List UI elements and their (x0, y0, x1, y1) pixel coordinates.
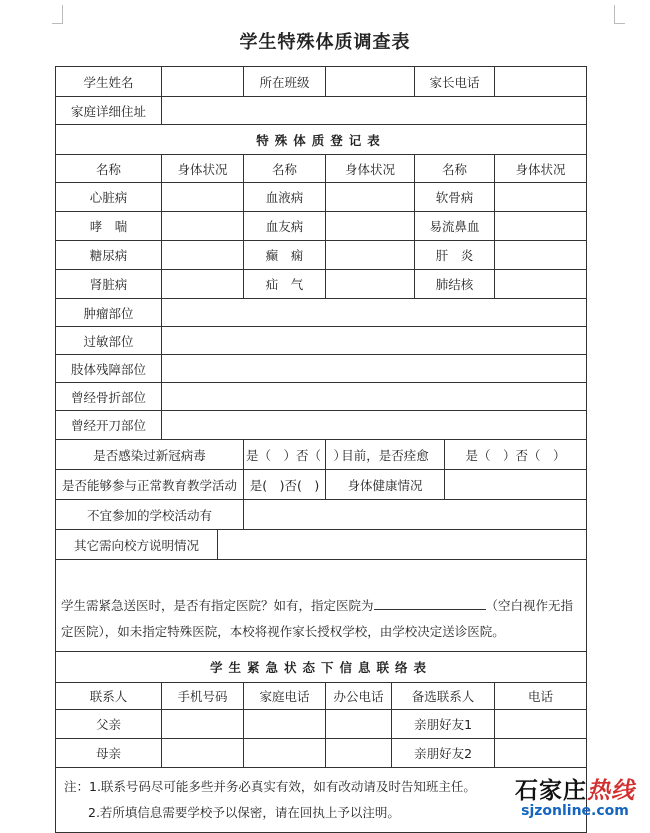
condition-label: 血液病 (244, 183, 326, 212)
watermark (500, 772, 650, 819)
parent-phone-field[interactable] (495, 67, 587, 97)
survey-form-table (55, 66, 587, 833)
activity-answer[interactable]: 是( )否( ) (244, 470, 326, 500)
header-office-phone: 办公电话 (326, 683, 392, 710)
office-phone-field[interactable] (326, 739, 392, 768)
cured-answer[interactable]: 是（ ）否（ ） (445, 440, 587, 470)
condition-field[interactable] (162, 270, 244, 299)
class-field[interactable] (326, 67, 415, 97)
crop-mark-left (52, 5, 63, 24)
col-status: 身体状况 (326, 155, 415, 183)
watermark-brand: 石家庄热线 (515, 778, 635, 804)
parent-phone-label: 家长电话 (415, 67, 495, 97)
surgery-label: 曾经开刀部位 (56, 411, 162, 440)
condition-label: 易流鼻血 (415, 212, 495, 241)
header-alt-contact: 备选联系人 (392, 683, 495, 710)
other-field[interactable] (218, 530, 587, 560)
condition-field[interactable] (162, 212, 244, 241)
address-label: 家庭详细住址 (56, 97, 162, 125)
address-field[interactable] (162, 97, 587, 125)
alt-contact-1: 亲朋好友1 (392, 710, 495, 739)
fracture-label: 曾经骨折部位 (56, 383, 162, 411)
condition-field[interactable] (495, 183, 587, 212)
health-label: 身体健康情况 (326, 470, 445, 500)
student-name-label: 学生姓名 (56, 67, 162, 97)
home-phone-field[interactable] (244, 739, 326, 768)
col-status: 身体状况 (495, 155, 587, 183)
condition-label: 癫 痫 (244, 241, 326, 270)
condition-field[interactable] (326, 270, 415, 299)
emergency-heading: 学生紧急状态下信息联络表 (56, 652, 587, 683)
condition-field[interactable] (326, 241, 415, 270)
surgery-field[interactable] (162, 411, 587, 440)
condition-label: 糖尿病 (56, 241, 162, 270)
allergy-label: 过敏部位 (56, 327, 162, 355)
covid-answer[interactable]: 是（ ）否（ ） (244, 440, 326, 470)
alt-contact-2: 亲朋好友2 (392, 739, 495, 768)
hospital-text-1: 学生需紧急送医时，是否有指定医院？如有，指定医院为 (61, 597, 374, 613)
allergy-field[interactable] (162, 327, 587, 355)
health-field[interactable] (445, 470, 587, 500)
hospital-blank[interactable] (374, 597, 486, 610)
header-phone: 电话 (495, 683, 587, 710)
condition-label: 心脏病 (56, 183, 162, 212)
alt-phone-field[interactable] (495, 710, 587, 739)
note-line-1: 注：1.联系号码尽可能多些并务必真实有效，如有改动请及时告知班主任。 (64, 779, 476, 794)
activity-question: 是否能够参与正常教育教学活动 (56, 470, 244, 500)
register-heading: 特殊体质登记表 (56, 125, 587, 155)
tumor-label: 肿瘤部位 (56, 299, 162, 327)
condition-field[interactable] (495, 212, 587, 241)
col-status: 身体状况 (162, 155, 244, 183)
fracture-field[interactable] (162, 383, 587, 411)
condition-label: 肺结核 (415, 270, 495, 299)
mobile-field[interactable] (162, 710, 244, 739)
condition-label: 肝 炎 (415, 241, 495, 270)
note-line-2: 2.若所填信息需要学校予以保密，请在回执上予以注明。 (88, 805, 400, 820)
class-label: 所在班级 (244, 67, 326, 97)
condition-field[interactable] (495, 241, 587, 270)
condition-field[interactable] (326, 183, 415, 212)
header-home-phone: 家庭电话 (244, 683, 326, 710)
alt-phone-field[interactable] (495, 739, 587, 768)
watermark-url: sjzonline.com (521, 803, 629, 819)
unsuitable-label: 不宜参加的学校活动有 (56, 500, 244, 530)
disability-label: 肢体残障部位 (56, 355, 162, 383)
condition-label: 疝 气 (244, 270, 326, 299)
office-phone-field[interactable] (326, 710, 392, 739)
cured-question: 目前，是否痊愈 (326, 440, 445, 470)
contact-father: 父亲 (56, 710, 162, 739)
header-mobile: 手机号码 (162, 683, 244, 710)
covid-question: 是否感染过新冠病毒 (56, 440, 244, 470)
mobile-field[interactable] (162, 739, 244, 768)
col-name: 名称 (244, 155, 326, 183)
condition-label: 血友病 (244, 212, 326, 241)
condition-label: 软骨病 (415, 183, 495, 212)
hospital-text-2: （空白视作无指定医院），如未指定特殊医院，本校将视作家长授权学校，由学校决定送诊医院。 (61, 597, 574, 639)
page-title: 学生特殊体质调查表 (239, 32, 411, 53)
condition-field[interactable] (326, 212, 415, 241)
condition-field[interactable] (495, 270, 587, 299)
condition-field[interactable] (162, 241, 244, 270)
crop-mark-right (614, 5, 625, 24)
hospital-paragraph (56, 560, 587, 652)
other-label: 其它需向校方说明情况 (56, 530, 218, 560)
contact-mother: 母亲 (56, 739, 162, 768)
col-name: 名称 (415, 155, 495, 183)
student-name-field[interactable] (162, 67, 244, 97)
unsuitable-field[interactable] (244, 500, 587, 530)
condition-label: 哮 喘 (56, 212, 162, 241)
col-name: 名称 (56, 155, 162, 183)
condition-label: 肾脏病 (56, 270, 162, 299)
disability-field[interactable] (162, 355, 587, 383)
condition-field[interactable] (162, 183, 244, 212)
header-contact: 联系人 (56, 683, 162, 710)
home-phone-field[interactable] (244, 710, 326, 739)
tumor-field[interactable] (162, 299, 587, 327)
